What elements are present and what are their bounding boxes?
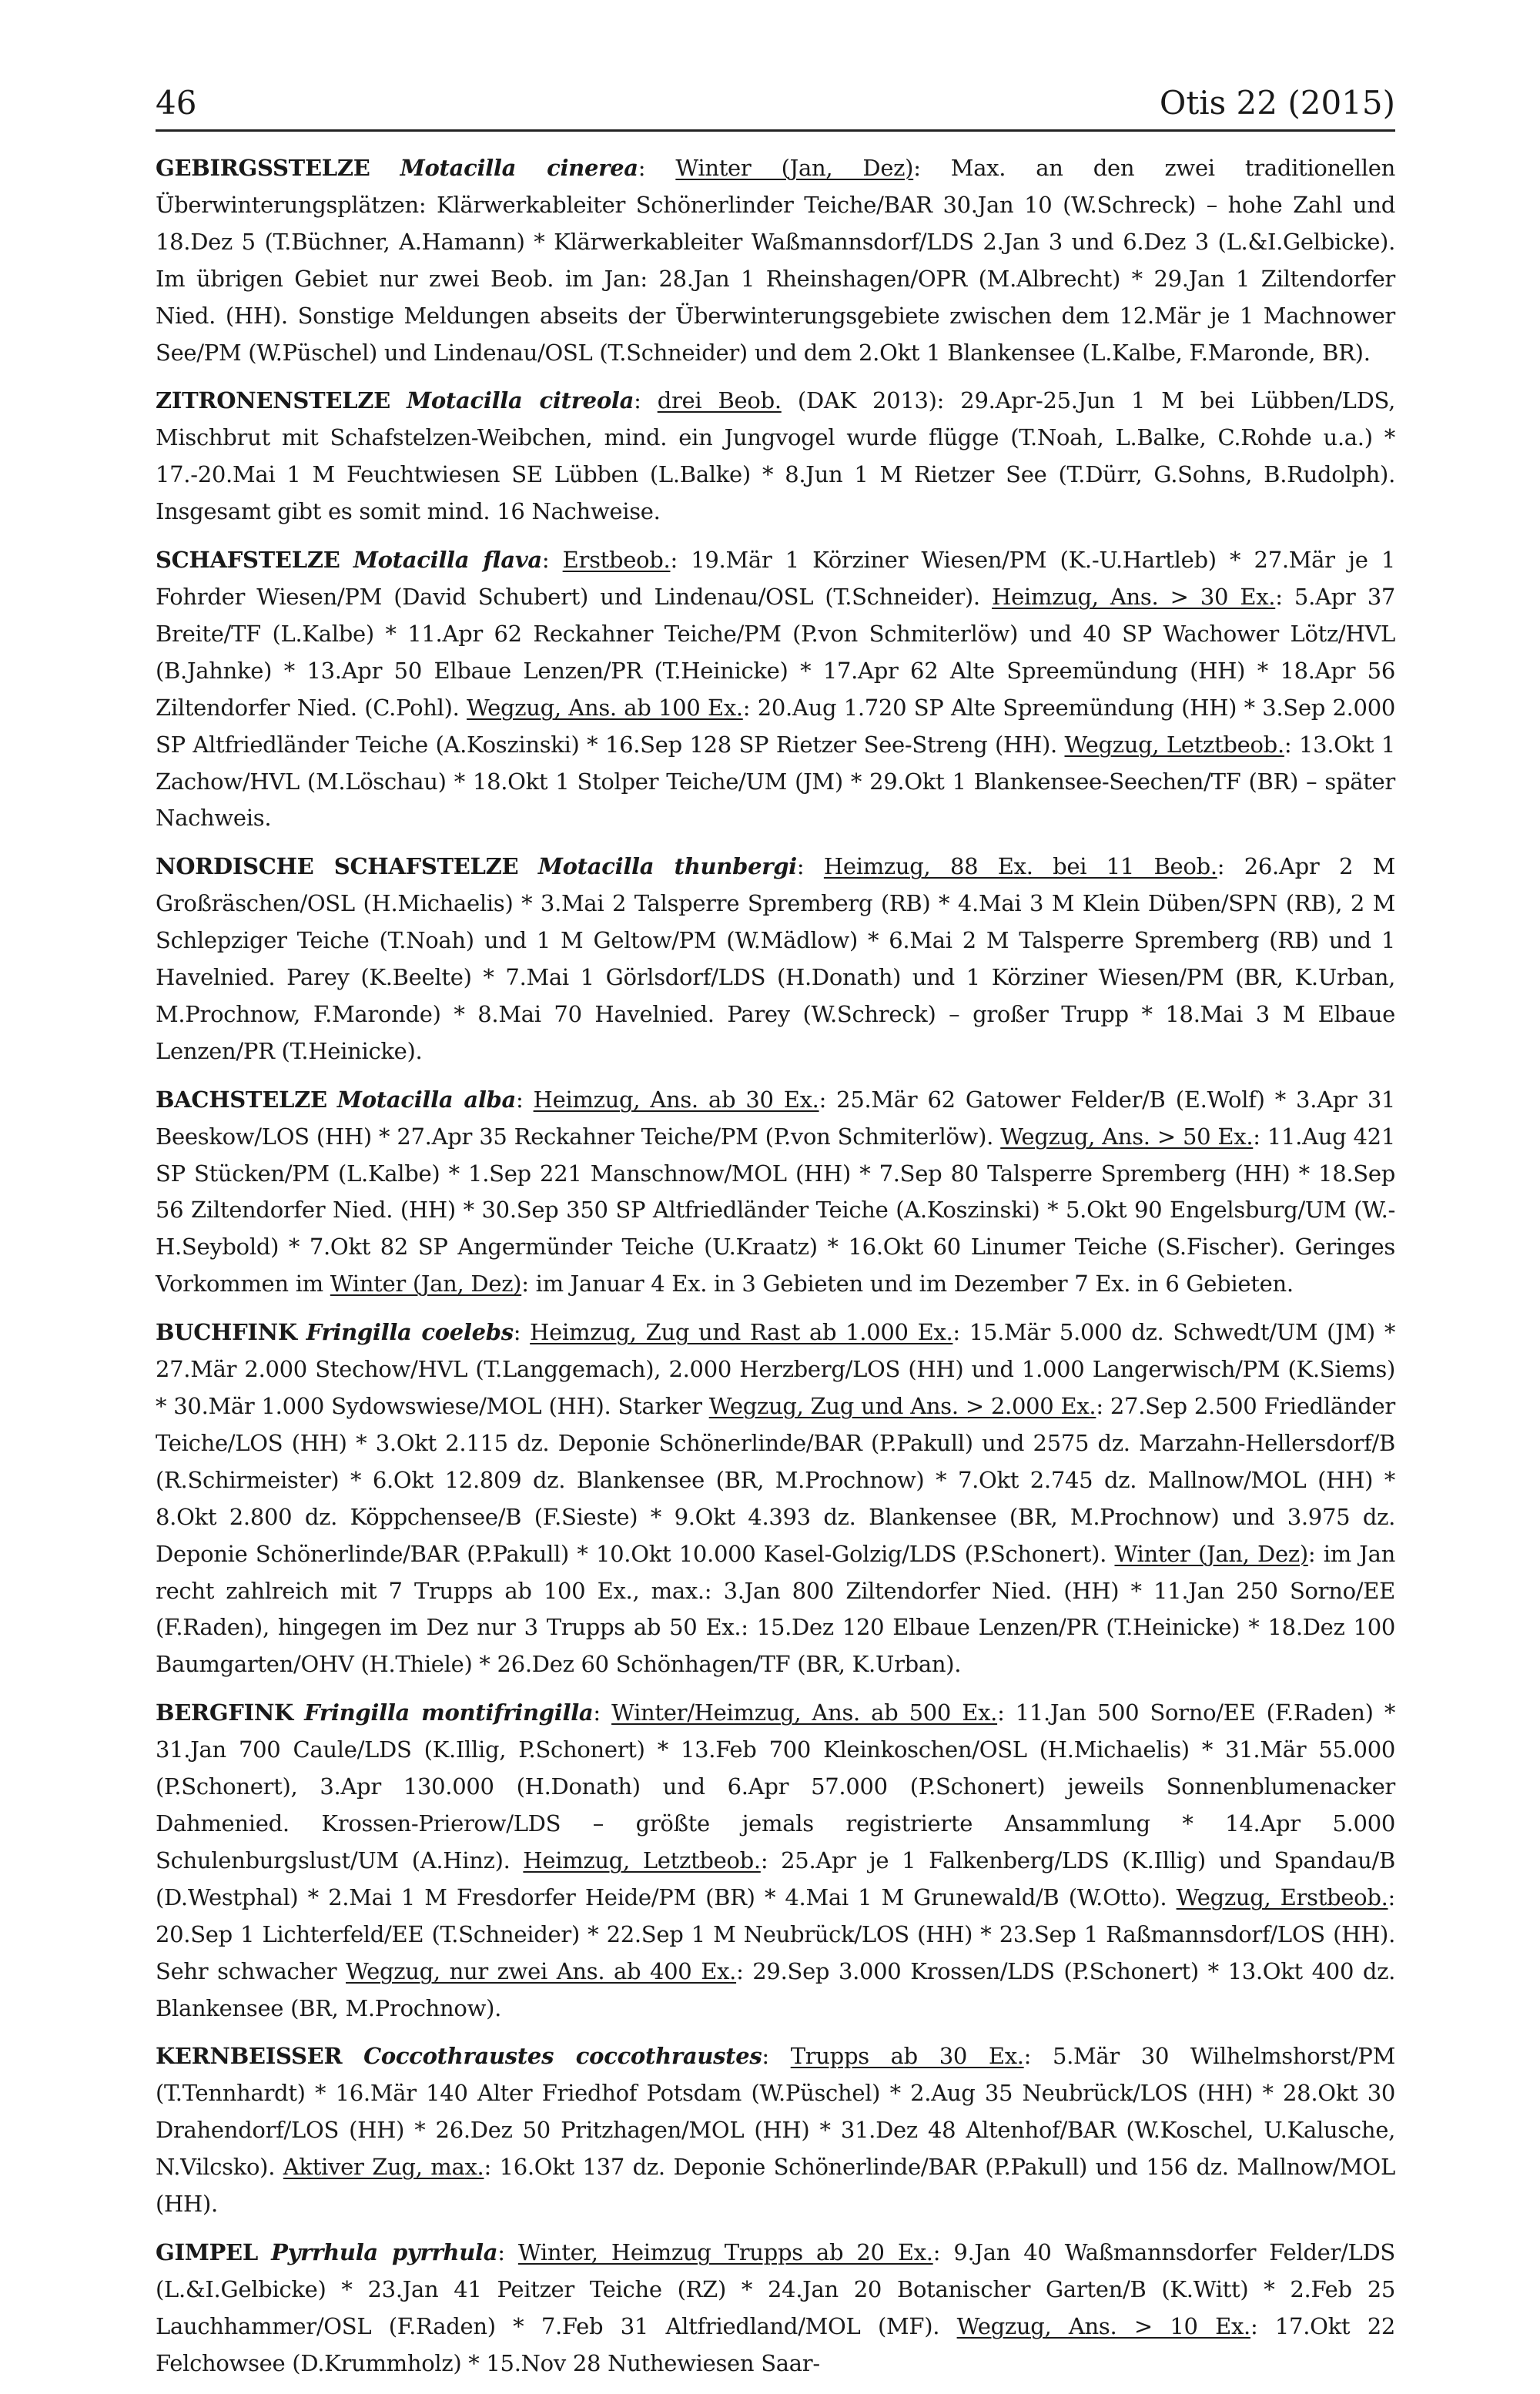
species-entry: [156, 849, 1395, 1070]
observation-text: : 20.Aug 1.720 SP Alte Spreemündung (HH) * 3.Sep 2.000 SP Altfriedländer Teiche (A.Koszinski) * 16.Sep 128 SP Rietzer See-Streng (HH).: [156, 694, 1395, 758]
observation-text: :: [634, 387, 658, 414]
species-scientific-name: Motacilla alba: [336, 1086, 517, 1113]
observation-text: : Max. an den zwei traditionellen Überwinterungsplätzen: Klärwerkableiter Schönerlinder Teiche/BAR 30.Jan 10 (W.Schreck) – hohe Zahl und 18.Dez 5 (T.Büchner, A.Hamann) * Klärwerkableiter Waßmannsdorf/LDS 2.Jan 3 und 6.Dez 3 (L.&I.Gelbicke). Im übrigen Gebiet nur zwei Beob. im Jan: 28.Jan 1 Rheinshagen/OPR (M.Albrecht) * 29.Jan 1 Ziltendorfer Nied. (HH). Sonstige Meldungen abseits der Überwinterungsgebiete zwischen dem 12.Mär je 1 Machnower See/PM (W.Püschel) und Lindenau/OSL (T.Schneider) und dem 2.Okt 1 Blankensee (L.Kalbe, F.Maronde, BR).: [156, 155, 1395, 366]
species-common-name: ZITRONENSTELZE: [156, 387, 390, 414]
category-label: Heimzug, Zug und Rast ab 1.000 Ex.: [530, 1319, 953, 1346]
observation-text: :: [796, 853, 824, 880]
species-scientific-name: Motacilla citreola: [407, 387, 634, 414]
page-number: 46: [156, 84, 197, 122]
observation-text: : 19.Mär 1 Körziner Wiesen/PM (K.-U.Hartleb) * 27.Mär je 1 Fohrder Wiesen/PM (David Schubert) und Lindenau/OSL (T.Schneider).: [156, 547, 1396, 610]
category-label: Winter (Jan, Dez): [1114, 1540, 1308, 1567]
observation-text: :: [593, 1699, 612, 1726]
species-entry: [156, 150, 1395, 371]
running-head: [156, 80, 1395, 132]
species-scientific-name: Fringilla montifringilla: [304, 1699, 594, 1726]
species-common-name: BUCHFINK: [156, 1319, 297, 1346]
species-entry: [156, 2038, 1395, 2223]
category-label: Aktiver Zug, max.: [283, 2154, 484, 2181]
observation-text: :: [516, 1086, 534, 1113]
species-common-name: NORDISCHE SCHAFSTELZE: [156, 853, 519, 880]
category-label: Winter (Jan, Dez): [675, 155, 914, 181]
observation-text: : im Jan recht zahlreich mit 7 Trupps ab 100 Ex., max.: 3.Jan 800 Ziltendorfer Nied. (HH) * 11.Jan 250 Sorno/EE (F.Raden), hingegen im Dez nur 3 Trupps ab 50 Ex.: 15.Dez 120 Elbaue Lenzen/PR (T.Heinicke) * 18.Dez 100 Baumgarten/OHV (H.Thiele) * 26.Dez 60 Schönhagen/TF (BR, K.Urban).: [156, 1540, 1395, 1678]
observation-text: : 25.Mär 62 Gatower Felder/B (E.Wolf) * 3.Apr 31 Beeskow/LOS (HH) * 27.Apr 35 Reckahner Teiche/PM (P.von Schmiterlöw).: [156, 1086, 1396, 1150]
observation-text: : 27.Sep 2.500 Friedländer Teiche/LOS (HH) * 3.Okt 2.115 dz. Deponie Schönerlinde/BAR (P.Pakull) und 2575 dz. Marzahn-Hellersdorf/B (R.Schirmeister) * 6.Okt 12.809 dz. Blankensee (BR, M.Prochnow) * 7.Okt 2.745 dz. Mallnow/MOL (HH) * 8.Okt 2.800 dz. Köppchensee/B (F.Sieste) * 9.Okt 4.393 dz. Blankensee (BR, M.Prochnow) und 3.975 dz. Deponie Schönerlinde/BAR (P.Pakull) * 10.Okt 10.000 Kasel-Golzig/LDS (P.Schonert).: [156, 1393, 1395, 1567]
category-label: Wegzug, Erstbeob.: [1176, 1883, 1388, 1910]
category-label: Heimzug, Ans. ab 30 Ex.: [533, 1086, 819, 1113]
journal-reference: Otis 22 (2015): [1159, 84, 1395, 122]
observation-text: :: [513, 1319, 531, 1346]
observation-text: :: [541, 547, 563, 574]
observation-text: : 29.Sep 3.000 Krossen/LDS (P.Schonert) * 13.Okt 400 dz. Blankensee (BR, M.Prochnow).: [156, 1957, 1396, 2021]
species-common-name: SCHAFSTELZE: [156, 547, 340, 574]
category-label: Wegzug, Ans. ab 100 Ex.: [467, 694, 743, 721]
category-label: Winter, Heimzug Trupps ab 20 Ex.: [517, 2238, 933, 2265]
species-scientific-name: Coccothraustes coccothraustes: [363, 2043, 762, 2070]
category-label: drei Beob.: [657, 387, 782, 414]
species-common-name: KERNBEISSER: [156, 2043, 343, 2070]
observation-text: : 13.Okt 1 Zachow/HVL (M.Löschau) * 18.Okt 1 Stolper Teiche/UM (JM) * 29.Okt 1 Blankensee-Seechen/TF (BR) – später Nachweis.: [156, 731, 1396, 832]
category-label: Heimzug, Letztbeob.: [523, 1847, 761, 1873]
species-entry: [156, 1082, 1395, 1303]
category-label: Winter/Heimzug, Ans. ab 500 Ex.: [611, 1699, 998, 1726]
species-entry: [156, 1695, 1395, 2027]
observation-text: : 26.Apr 2 M Großräschen/OSL (H.Michaelis) * 3.Mai 2 Talsperre Spremberg (RB) * 4.Mai 3 M Klein Düben/SPN (RB), 2 M Schlepziger Teiche (T.Noah) und 1 M Geltow/PM (W.Mädlow) * 6.Mai 2 M Talsperre Spremberg (RB) und 1 Havelnied. Parey (K.Beelte) * 7.Mai 1 Görlsdorf/LDS (H.Donath) und 1 Körziner Wiesen/PM (BR, K.Urban, M.Prochnow, F.Maronde) * 8.Mai 70 Havelnied. Parey (W.Schreck) – großer Trupp * 18.Mai 3 M Elbaue Lenzen/PR (T.Heinicke).: [156, 853, 1395, 1064]
observation-text: : 16.Okt 137 dz. Deponie Schönerlinde/BAR (P.Pakull) und 156 dz. Mallnow/MOL (HH).: [156, 2154, 1395, 2218]
category-label: Wegzug, Ans. > 50 Ex.: [1000, 1123, 1254, 1150]
observation-text: : 11.Jan 500 Sorno/EE (F.Raden) * 31.Jan 700 Caule/LDS (K.Illig, P.Schonert) * 13.Feb 700 Kleinkoschen/OSL (H.Michaelis) * 31.Mär 55.000 (P.Schonert), 3.Apr 130.000 (H.Donath) und 6.Apr 57.000 (P.Schonert) jeweils Sonnenblumenacker Dahmenied. Krossen-Prierow/LDS – größte jemals registrierte Ansammlung * 14.Apr 5.000 Schulenburgslust/UM (A.Hinz).: [156, 1699, 1396, 1873]
observation-text: : 5.Apr 37 Breite/TF (L.Kalbe) * 11.Apr 62 Reckahner Teiche/PM (P.von Schmiterlöw) und 40 SP Wachower Lötz/HVL (B.Jahnke) * 13.Apr 50 Elbaue Lenzen/PR (T.Heinicke) * 17.Apr 62 Alte Spreemündung (HH) * 18.Apr 56 Ziltendorfer Nied. (C.Pohl).: [156, 583, 1396, 721]
species-scientific-name: Motacilla thunbergi: [537, 853, 797, 880]
species-scientific-name: Pyrrhula pyrrhula: [271, 2238, 498, 2265]
species-entry: [156, 2235, 1395, 2382]
species-entry: [156, 1314, 1395, 1683]
category-label: Wegzug, Ans. > 10 Ex.: [956, 2312, 1250, 2339]
species-entry: [156, 542, 1395, 837]
category-label: Winter (Jan, Dez): [330, 1271, 522, 1297]
species-scientific-name: Motacilla cinerea: [400, 155, 638, 181]
species-list: [156, 150, 1395, 2394]
species-common-name: BACHSTELZE: [156, 1086, 327, 1113]
category-label: Wegzug, Zug und Ans. > 2.000 Ex.: [708, 1393, 1096, 1419]
observation-text: : 11.Aug 421 SP Stücken/PM (L.Kalbe) * 1.Sep 221 Manschnow/MOL (HH) * 7.Sep 80 Talsperre Spremberg (HH) * 18.Sep 56 Ziltendorfer Nied. (HH) * 30.Sep 350 SP Altfriedländer Teiche (A.Koszinski) * 5.Okt 90 Engelsburg/UM (W.-H.Seybold) * 7.Okt 82 SP Angermünder Teiche (U.Kraatz) * 16.Okt 60 Linumer Teiche (S.Fischer). Geringes Vorkommen im: [156, 1123, 1395, 1297]
observation-text: : 9.Jan 40 Waßmannsdorfer Felder/LDS (L.&I.Gelbicke) * 23.Jan 41 Peitzer Teiche (RZ) * 24.Jan 20 Botanischer Garten/B (K.Witt) * 2.Feb 25 Lauchhammer/OSL (F.Raden) * 7.Feb 31 Altfriedland/MOL (MF).: [156, 2238, 1396, 2339]
species-common-name: GIMPEL: [156, 2238, 258, 2265]
category-label: Trupps ab 30 Ex.: [790, 2043, 1024, 2070]
category-label: Erstbeob.: [562, 547, 671, 574]
category-label: Heimzug, 88 Ex. bei 11 Beob.: [823, 853, 1217, 880]
category-label: Wegzug, Letztbeob.: [1064, 731, 1284, 758]
species-entry: [156, 383, 1395, 531]
observation-text: :: [762, 2043, 791, 2070]
observation-text: : 20.Sep 1 Lichterfeld/EE (T.Schneider) * 22.Sep 1 M Neubrück/LOS (HH) * 23.Sep 1 Raßmannsdorf/LOS (HH). Sehr schwacher: [156, 1883, 1395, 1984]
observation-text: :: [497, 2238, 518, 2265]
observation-text: : im Januar 4 Ex. in 3 Gebieten und im Dezember 7 Ex. in 6 Gebieten.: [521, 1271, 1294, 1297]
observation-text: (DAK 2013): 29.Apr-25.Jun 1 M bei Lübben/LDS, Mischbrut mit Schafstelzen-Weibchen, mind. ein Jungvogel wurde flügge (T.Noah, L.Balke, C.Rohde u.a.) * 17.-20.Mai 1 M Feuchtwiesen SE Lübben (L.Balke) * 8.Jun 1 M Rietzer See (T.Dürr, G.Sohns, B.Rudolph). Insgesamt gibt es somit mind. 16 Nachweise.: [156, 387, 1396, 525]
species-scientific-name: Motacilla flava: [353, 547, 542, 574]
observation-text: :: [638, 155, 676, 181]
species-common-name: BERGFINK: [156, 1699, 293, 1726]
category-label: Wegzug, nur zwei Ans. ab 400 Ex.: [346, 1957, 737, 1984]
observation-text: : 17.Okt 22 Felchowsee (D.Krummholz) * 15.Nov 28 Nuthewiesen Saar-: [156, 2312, 1395, 2376]
observation-text: : 5.Mär 30 Wilhelmshorst/PM (T.Tennhardt) * 16.Mär 140 Alter Friedhof Potsdam (W.Püschel) * 2.Aug 35 Neubrück/LOS (HH) * 28.Okt 30 Drahendorf/LOS (HH) * 26.Dez 50 Pritzhagen/MOL (HH) * 31.Dez 48 Altenhof/BAR (W.Koschel, U.Kalusche, N.Vilcsko).: [156, 2043, 1395, 2181]
observation-text: : 25.Apr je 1 Falkenberg/LDS (K.Illig) und Spandau/B (D.Westphal) * 2.Mai 1 M Fresdorfer Heide/PM (BR) * 4.Mai 1 M Grunewald/B (W.Otto).: [156, 1847, 1395, 1910]
species-common-name: GEBIRGSSTELZE: [156, 155, 370, 181]
observation-text: : 15.Mär 5.000 dz. Schwedt/UM (JM) * 27.Mär 2.000 Stechow/HVL (T.Langgemach), 2.000 Herzberg/LOS (HH) und 1.000 Langerwisch/PM (K.Siems) * 30.Mär 1.000 Sydowswiese/MOL (HH). Starker: [156, 1319, 1396, 1419]
species-scientific-name: Fringilla coelebs: [306, 1319, 514, 1346]
category-label: Heimzug, Ans. > 30 Ex.: [992, 583, 1276, 610]
